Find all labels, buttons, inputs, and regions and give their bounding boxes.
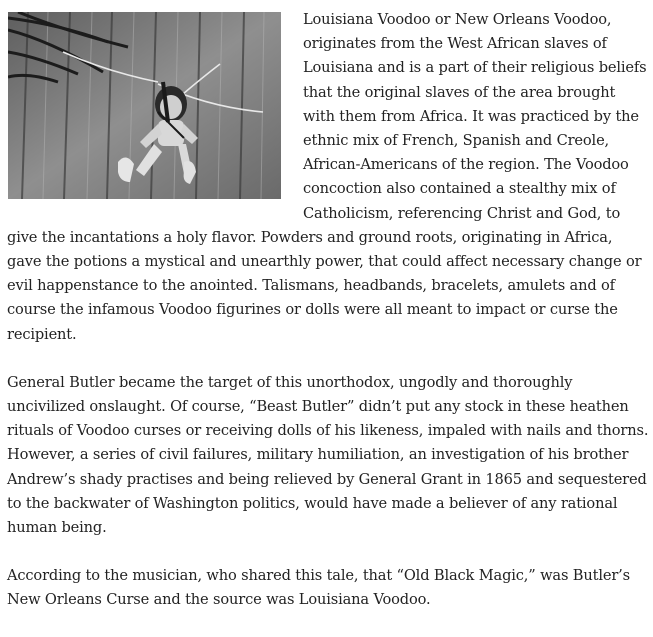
voodoo-doll-illustration (8, 12, 281, 199)
voodoo-doll-photo (8, 12, 281, 199)
paragraph-3: According to the musician, who shared this tale, that “Old Black Magic,” was Butler’s New Orleans Curse and the source was Louisiana Voodoo. (7, 567, 631, 609)
article-body (7, 8, 649, 637)
paragraph-1 (7, 8, 649, 347)
paragraph-2: General Butler became the target of this unorthodox, ungodly and thoroughly uncivilized onslaught. Of course, “Beast Butler” didn’t put any stock in these heathen rituals of Voodoo curses or receiving dolls of his likeness, impaled with nails and thorns. However, a series of civil failures, military humiliation, an investigation of his brother Andrew’s shady practises and being relieved by General Grant in 1865 and sequestered to the backwater of Washington politics, would have made a believer of any rational human being. (7, 373, 649, 537)
paragraph-1-text: Louisiana Voodoo or New Orleans Voodoo, originates from the West African slaves of Louisiana and is a part of their religious beliefs that the original slaves of the area brought with them from Africa. It was practiced by the ethnic mix of French, Spanish and Creole, African-Americans of the region. The Voodoo concoction also contained a stealthy mix of Catholicism, referencing Christ and God, to give the incantations a holy flavor. Powders and ground roots, originating in Africa, gave the potions a mystical and unearthly power, that could affect necessary change or evil happenstance to the anointed. Talismans, headbands, bracelets, amulets and of course the infamous Voodoo figurines or dolls were all meant to impact or curse the recipient. (7, 11, 647, 343)
